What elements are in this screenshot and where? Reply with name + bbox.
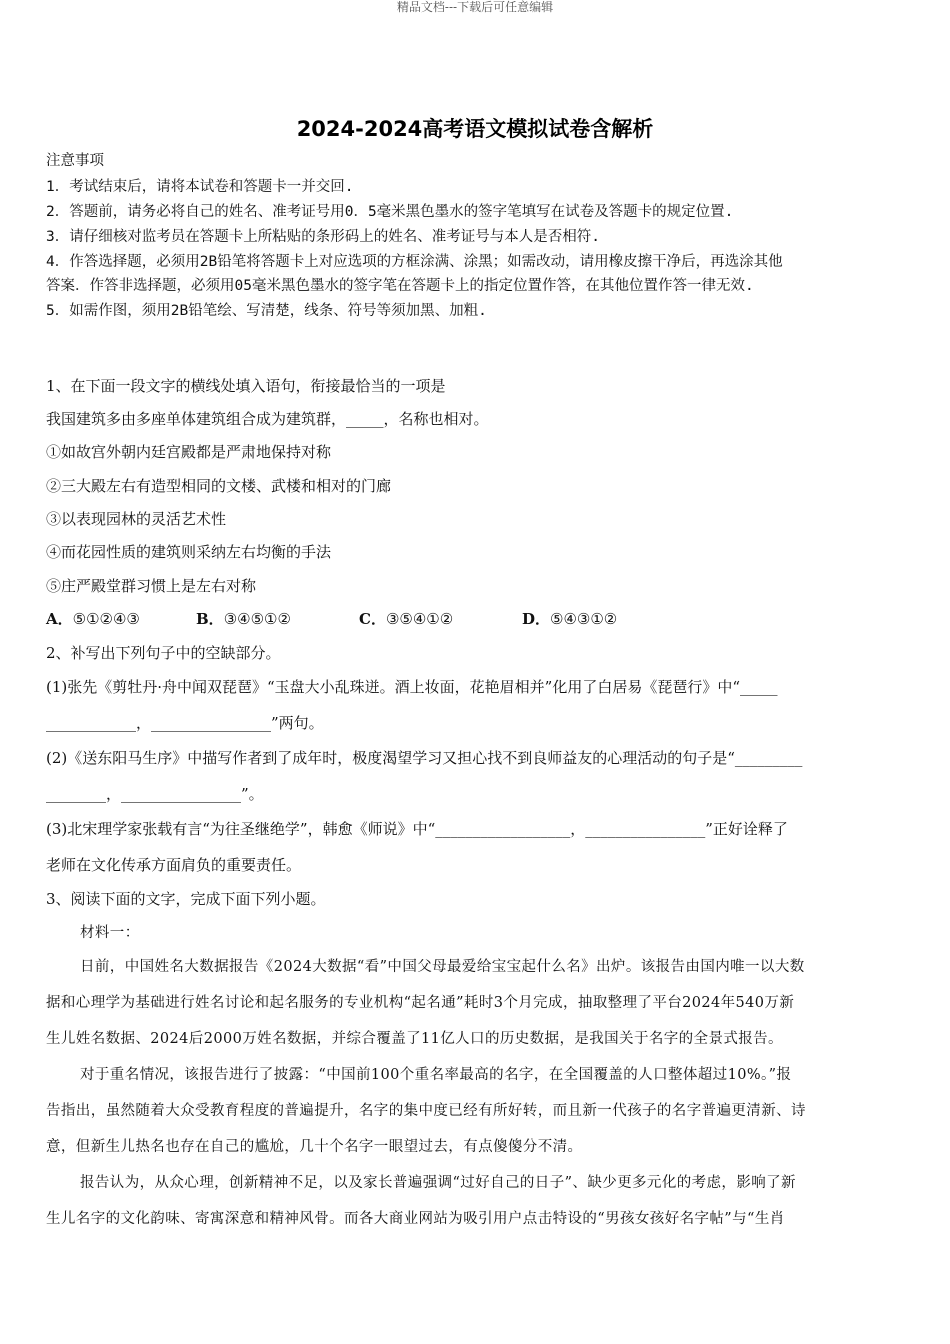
material-label: 材料一： [80,925,140,941]
q1-item: ②三大殿左右有造型相同的文楼、武楼和相对的门廊 [46,477,392,495]
note-item: 5．如需作图，须用2B铅笔绘、写清楚，线条、符号等须加黑、加粗. [46,303,487,319]
note-item: 1．考试结束后，请将本试卷和答题卡一并交回. [46,179,354,195]
note-item: 2．答题前，请务必将自己的姓名、准考证号用0．5毫米黑色墨水的签字笔填写在试卷及答题卡的规定位置. [46,204,734,220]
option-b-text: ③④⑤①② [223,610,291,628]
q2-line: (2)《送东阳马生序》中描写作者到了成年时，极度渴望学习又担心找不到良师益友的心理活动的句子是“_________ [46,749,803,767]
q2-line: ________，________________”。 [46,785,264,803]
q1-item: ⑤庄严殿堂群习惯上是左右对称 [46,577,257,595]
material-line: 意，但新生儿热名也存在自己的尴尬，几十个名字一眼望过去，有点傻傻分不清。 [46,1139,583,1155]
material-line: 生儿姓名数据、2024后2000万姓名数据，并综合覆盖了11亿人口的历史数据，是我国关于名字的全景式报告。 [46,1031,783,1047]
material-line: 据和心理学为基础进行姓名讨论和起名服务的专业机构“起名通”耗时3个月完成，抽取整理了平台2024年540万新 [46,995,795,1011]
option-c[interactable] [359,609,522,629]
q2-line: ____________，________________”两句。 [46,714,324,732]
option-d-text: ⑤④③①② [550,610,618,628]
q2-line: (1)张先《剪牡丹·舟中闻双琵琶》“玉盘大小乱珠迸。酒上妆面，花艳眉相并”化用了白居易《琵琶行》中“_____ [46,678,778,696]
material-line: 日前，中国姓名大数据报告《2024大数据“看”中国父母最爱给宝宝起什么名》出炉。该报告由国内唯一以大数 [80,959,805,975]
exam-title: 2024-2024高考语文模拟试卷含解析 [296,117,654,141]
note-item: 答案．作答非选择题，必须用05毫米黑色墨水的签字笔在答题卡上的指定位置作答，在其他位置作答一律无效. [46,278,754,294]
q1-item: ③以表现园林的灵活艺术性 [46,510,227,528]
q2-line: (3)北宋理学家张载有言“为往圣继绝学”，韩愈《师说》中“__________________，________________”正好诠释了 [46,820,788,838]
note-item: 4．作答选择题，必须用2B铅笔将答题卡上对应选项的方框涂满、涂黑；如需改动，请用橡皮擦干净后，再选涂其他 [46,254,783,270]
option-a-text: ⑤①②④③ [72,610,140,628]
option-a[interactable] [46,609,196,629]
option-c-text: ③⑤④①② [385,610,454,628]
option-a-label: A． [46,610,73,628]
option-d[interactable] [522,609,617,629]
material-line: 报告认为，从众心理，创新精神不足，以及家长普遍强调“过好自己的日子”、缺少更多元化的考虑，影响了新 [80,1175,796,1191]
option-c-label: C． [359,610,386,628]
material-line: 对于重名情况，该报告进行了披露：“中国前100个重名率最高的名字，在全国覆盖的人口整体超过10%。”报 [80,1067,792,1083]
q1-item: ①如故宫外朝内廷宫殿都是严肃地保持对称 [46,443,332,461]
option-b-label: B． [196,610,224,628]
note-item: 3．请仔细核对监考员在答题卡上所粘贴的条形码上的姓名、准考证号与本人是否相符. [46,229,600,245]
q2-stem: 2、补写出下列句子中的空缺部分。 [46,644,281,662]
material-line: 生儿名字的文化韵味、寄寓深意和精神风骨。而各大商业网站为吸引用户点击特设的“男孩女孩好名字帖”与“生肖 [46,1211,785,1227]
option-d-label: D． [522,610,551,628]
page-header: 精品文档---下载后可任意编辑 [396,0,554,14]
q1-item: ④而花园性质的建筑则采纳左右均衡的手法 [46,543,332,561]
q2-line: 老师在文化传承方面肩负的重要责任。 [46,856,302,874]
q1-passage: 我国建筑多由多座单体建筑组合成为建筑群，_____，名称也相对。 [46,410,489,428]
q1-stem: 1、在下面一段文字的横线处填入语句，衔接最恰当的一项是 [46,377,446,395]
q3-stem: 3、阅读下面的文字，完成下面下列小题。 [46,890,326,908]
q1-options [46,609,906,629]
material-line: 告指出，虽然随着大众受教育程度的普遍提升，名字的集中度已经有所好转，而且新一代孩子的名字普遍更清新、诗 [46,1103,806,1119]
notes-heading: 注意事项 [46,153,104,169]
option-b[interactable] [196,609,359,629]
